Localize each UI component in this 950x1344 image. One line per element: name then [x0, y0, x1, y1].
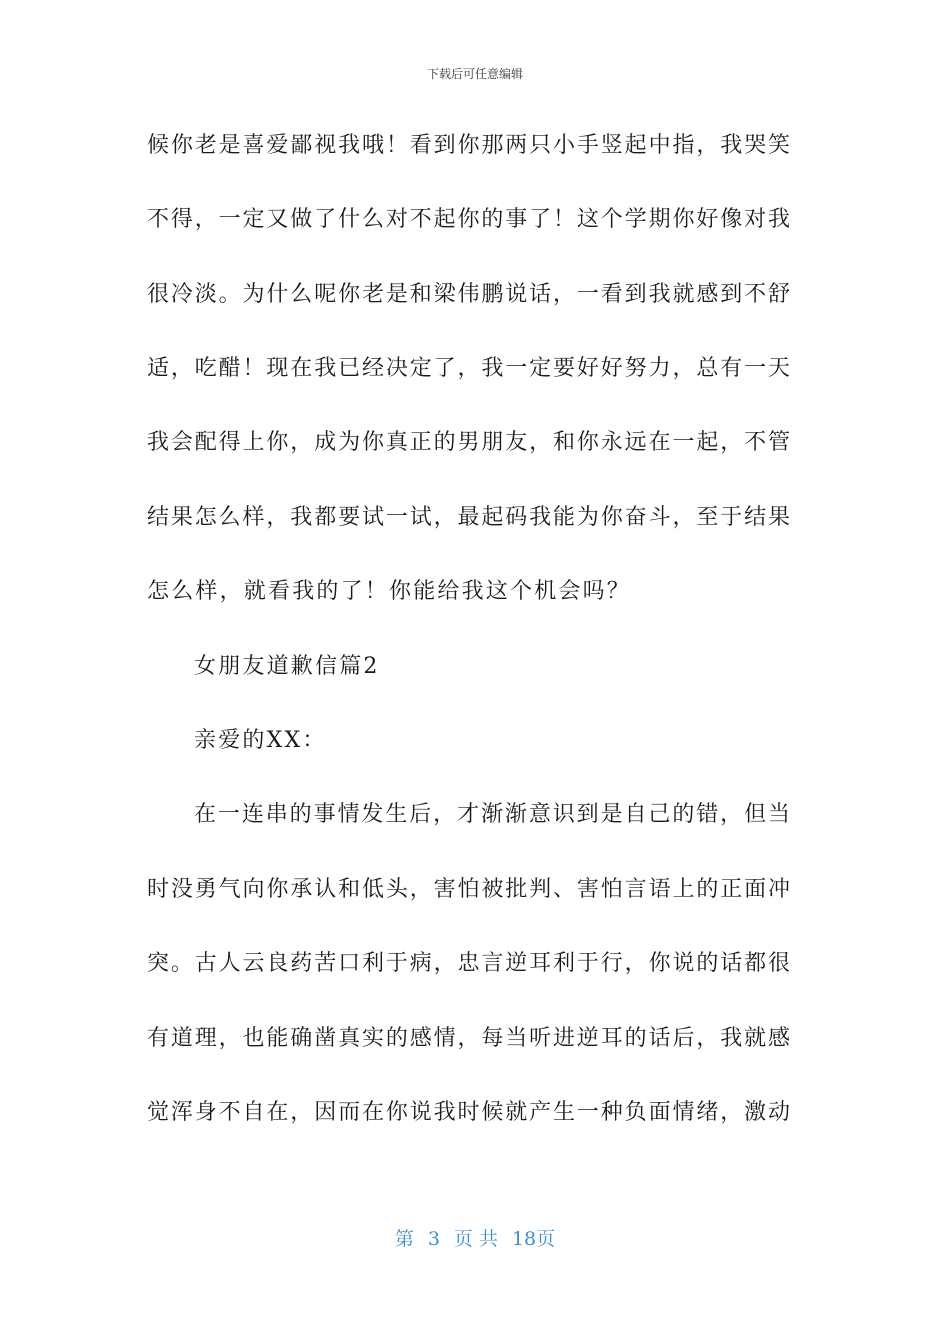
current-page-number: 3 [427, 1228, 440, 1250]
paragraph-line: 我会配得上你，成为你真正的男朋友，和你永远在一起，不管 [147, 430, 790, 455]
total-page-count: 18 [511, 1228, 537, 1250]
paragraph-line: 很冷淡。为什么呢你老是和梁伟鹏说话，一看到我就感到不舒 [147, 282, 790, 307]
page-header: 下载后可任意编辑 [426, 67, 523, 81]
section-heading: 女朋友道歉信篇2 [194, 654, 380, 679]
paragraph-first-line: 在一连串的事情发生后，才渐渐意识到是自己的错，但当 [194, 802, 790, 827]
footer-middle: 页 共 [453, 1228, 498, 1250]
paragraph-line: 时没勇气向你承认和低头，害怕被批判、害怕言语上的正面冲 [147, 877, 790, 902]
paragraph-line: 突。古人云良药苦口利于病，忠言逆耳利于行，你说的话都很 [147, 951, 790, 976]
paragraph-line: 不得，一定又做了什么对不起你的事了！这个学期你好像对我 [147, 207, 790, 232]
footer-suffix: 页 [536, 1228, 556, 1250]
paragraph-last-line: 怎么样，就看我的了！你能给我这个机会吗？ [147, 579, 632, 604]
paragraph-line: 候你老是喜爱鄙视我哦！看到你那两只小手竖起中指，我哭笑 [147, 133, 790, 158]
paragraph-line: 觉浑身不自在，因而在你说我时候就产生一种负面情绪，激动 [147, 1100, 790, 1125]
page-footer [0, 1226, 950, 1252]
paragraph-line: 有道理，也能确凿真实的感情，每当听进逆耳的话后，我就感 [147, 1026, 790, 1051]
paragraph-line: 结果怎么样，我都要试一试，最起码我能为你奋斗，至于结果 [147, 505, 790, 530]
paragraph-line: 适，吃醋！现在我已经决定了，我一定要好好努力，总有一天 [147, 356, 790, 381]
letter-salutation: 亲爱的XX： [194, 728, 327, 753]
footer-prefix: 第 [394, 1228, 414, 1250]
